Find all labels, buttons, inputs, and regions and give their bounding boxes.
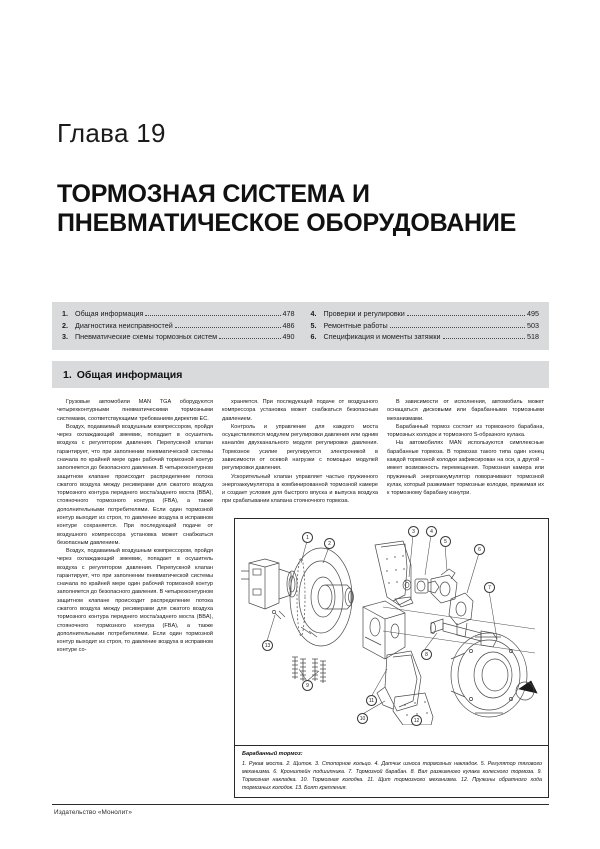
toc-leader-dots <box>219 332 280 339</box>
toc-label: Диагностика неисправностей <box>75 320 173 330</box>
toc-page-number: 486 <box>282 320 295 330</box>
callout-7: 7 <box>484 582 495 593</box>
callout-2: 2 <box>324 538 335 549</box>
callout-3: 3 <box>408 526 419 537</box>
footer-publisher: Издательство «Монолит» <box>54 809 132 816</box>
toc-entry[interactable] <box>62 308 295 320</box>
text-column-1 <box>57 398 213 655</box>
callout-13: 13 <box>262 640 273 651</box>
table-of-contents <box>52 302 549 350</box>
toc-leader-dots <box>443 332 525 339</box>
toc-entry[interactable] <box>311 308 540 320</box>
paragraph: храняется. При последующей подаче от воздушного компрессора установка может снабжаться безопасным давлением. <box>222 399 378 422</box>
toc-leader-dots <box>145 309 280 316</box>
callout-9: 9 <box>302 680 313 691</box>
toc-number: 3. <box>62 332 68 342</box>
page-title: ТОРМОЗНАЯ СИСТЕМА И ПНЕВМАТИЧЕСКОЕ ОБОРУДОВАНИЕ <box>57 180 517 237</box>
toc-page-number: 478 <box>282 309 295 318</box>
paragraph: Контроль и управление для каждого моста осуществляются модулем регулировки давления или одним канало́м двухканального модуля регулировки давления. Тормозное усилие регулируется электроникой в зависимости от осевой нагрузки с помощью модулей регулировки давления. <box>222 423 378 472</box>
toc-column-left <box>62 308 301 343</box>
toc-number: 4. <box>310 309 317 318</box>
toc-page-number: 503 <box>527 320 539 330</box>
toc-leader-dots <box>390 321 525 328</box>
toc-page-number: 495 <box>527 309 539 318</box>
callout-6: 6 <box>474 544 485 555</box>
paragraph: На автомобилях MAN используются симплексные барабанные тормоза. В тормозах такого типа один конец каждой тормозной колодки зафиксирован на оси, а другой – имеет возможность перемещения. Тормозная камера или пружинный энергоаккумулятор поворачивают тормозной кулак, который разжимает тормозные колодки, прижимая их к тормозному барабану изнутри. <box>387 440 544 497</box>
section-title: Общая информация <box>76 368 183 381</box>
figure-caption <box>235 745 548 797</box>
paragraph: Ускорительный клапан управляет частью пружинного энергоаккумулятора в комбинированной тормозной камере и создает условия для быстрого впуска и выпуска воздуха при срабатывании клапана стояночного тормоза. <box>222 473 378 505</box>
chapter-number: Глава 19 <box>57 118 166 148</box>
figure-drum-brake <box>234 518 549 798</box>
toc-label: Ремонтные работы <box>323 320 388 330</box>
toc-label: Пневматические схемы тормозных систем <box>75 332 218 342</box>
toc-entry[interactable] <box>62 331 295 343</box>
toc-number: 5. <box>310 320 317 330</box>
toc-label: Проверки и регулировки <box>323 309 405 318</box>
footer-divider <box>52 804 549 805</box>
toc-number: 1. <box>62 309 68 318</box>
toc-column-right <box>301 308 540 343</box>
section-header <box>52 361 549 388</box>
toc-page-number: 518 <box>527 332 539 342</box>
toc-number: 6. <box>310 332 317 342</box>
callout-12: 12 <box>411 715 422 726</box>
toc-label: Спецификация и моменты затяжки <box>323 332 441 342</box>
toc-leader-dots <box>407 309 525 316</box>
callout-5: 5 <box>440 536 451 547</box>
figure-caption-body: 1. Рукав моста. 2. Щиток. 3. Стопорное кольцо. 4. Датчик износа тормозных накладок. 5. Регулятор тягового механизма. 6. Кронштейн подшипника. 7. Тормозной барабан. 8. Вал разжимного кулака колесного тормоза. 9. Тормозная накладка. 10. Тормозная колодка. 11. Щит тормозного механизма. 12. Пружины обратного хода тормозных колодок. 13. Болт крепления. <box>242 760 542 791</box>
callout-4: 4 <box>426 526 437 537</box>
callout-1: 1 <box>302 532 313 543</box>
paragraph: Воздух, подаваемый воздушным компрессором, пройдя через охлаждающий змеевик, попадает в осушитель воздуха с регулятором давления. Перепускной клапан гарантирует, что при заполнении пневматической системы сначала по крайней мере один рабочий тормозной контур заполняется до безопасного давления. В четырехконтурном защитном клапане происходит распределение потока сжатого воздуха между ресиверами для сжатого воздуха тормозного контура переднего моста/заднего моста (BBA), стояночного тормозного контура (FBA), а также дополнительными потребителями. Если один тормозной контур выходит из строя, то давление воздуха в исправном контуре сохраняется. При последующей подаче от воздушного компрессора установка может снабжаться безопасным давлением. <box>57 423 213 546</box>
callout-10: 10 <box>357 713 368 724</box>
toc-label: Общая информация <box>75 309 144 318</box>
paragraph: Барабанный тормоз состоит из тормозного барабана, тормозных колодок и тормозного S-образного кулака. <box>387 423 544 439</box>
paragraph: В зависимости от исполнения, автомобиль может оснащаться дисковыми или барабанными тормозными механизмами. <box>387 399 544 422</box>
toc-number: 2. <box>62 320 68 330</box>
paragraph: Грузовые автомобили MAN TGA оборудуются четырехконтурными пневматическими тормозными системами, соответствующими требованиям директив ЕС. <box>57 399 213 422</box>
figure-caption-title: Барабанный тормоз: <box>242 751 303 758</box>
section-number: 1. <box>63 368 72 381</box>
paragraph: Воздух, подаваемый воздушным компрессором, пройдя через охлаждающий змеевик, попадает в осушитель воздуха с регулятором давления. Перепускной клапан гарантирует, что при заполнении пневматической системы сначала по крайней мере один рабочий тормозной контур заполняется до безопасного давления. В четырехконтурном защитном клапане происходит распределение потока сжатого воздуха между ресиверами для сжатого воздуха тормозного контура переднего моста/заднего моста (BBA), стояночного тормозного контура (FBA), а также дополнительными потребителями. Если один тормозной контур выходит из строя, то давление воздуха в исправном контуре со- <box>57 548 213 654</box>
toc-entry[interactable] <box>62 320 295 332</box>
callout-8: 8 <box>421 649 432 660</box>
toc-leader-dots <box>175 321 281 328</box>
toc-entry[interactable] <box>311 320 540 332</box>
toc-page-number: 490 <box>282 332 295 342</box>
callout-11: 11 <box>366 695 377 706</box>
drum-brake-exploded-diagram <box>235 519 548 725</box>
toc-entry[interactable] <box>311 331 540 343</box>
